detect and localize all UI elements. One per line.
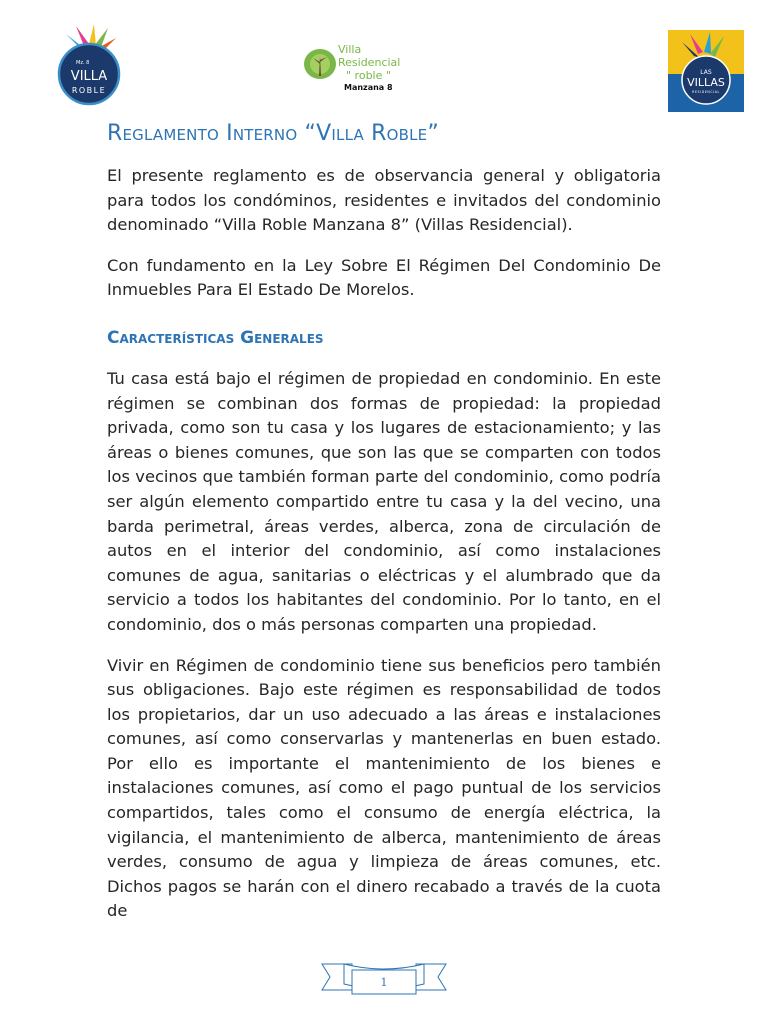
logo-right-line2: VILLAS [687, 76, 725, 89]
logo-center-line2: Residencial [338, 56, 401, 69]
las-villas-logo [668, 30, 744, 112]
intro-paragraph: Con fundamento en la Ley Sobre El Régimen Del Condominio De Inmuebles Para El Estado De Morelos. [107, 255, 661, 300]
logo-center-line4: Manzana 8 [344, 83, 393, 92]
page-number: 1 [380, 976, 388, 989]
intro-paragraph: El presente reglamento es de observancia general y obligatoria para todos los condóminos, residentes e invitados del condominio denominado “Villa Roble Manzana 8” (Villas Residencial). [107, 166, 661, 235]
section-paragraph: Vivir en Régimen de condominio tiene sus beneficios pero también sus obligaciones. Bajo este régimen es responsabilidad de todos los propietarios, dar un uso adecuado a las áreas e instalaciones comunes, así como conservarlas y mantenerlas en buen estado. Por ello es importante el mantenimiento de los bienes e instalaciones comunes, así como el pago puntual de los servicios compartidos, tales como el consumo de energía eléctrica, la vigilancia, el mantenimiento de alberca, mantenimiento de áreas verdes, consumo de agua y limpieza de áreas comunes, etc. Dichos pagos se harán con el dinero recabado a través de la cuota de [107, 655, 661, 921]
villa-roble-logo [56, 24, 122, 106]
section-title: Características Generales [107, 327, 324, 348]
document-body [107, 118, 661, 940]
logo-left-prefix: Mz. 8 [76, 60, 90, 66]
logo-right-line1: LAS [700, 69, 712, 76]
leaf-icon [302, 46, 338, 82]
document-title: Reglamento Interno “Villa Roble” [107, 121, 439, 146]
logo-left-line2: ROBLE [71, 86, 107, 95]
section-paragraph: Tu casa está bajo el régimen de propiedad en condominio. En este régimen se combinan dos formas de propiedad: la propiedad privada, como son tu casa y los lugares de estacionamiento; y las áreas o bienes comunes, que son las que se comparten con todos los vecinos que también forman parte del condominio, como podría ser algún elemento compartido entre tu casa y la del vecino, una barda perimetral, áreas verdes, alberca, zona de circulación de autos en el interior del condominio, así como instalaciones comunes de agua, sanitarias o eléctricas y el alumbrado que da servicio a todos los habitantes del condominio. Por lo tanto, en el condominio, dos o más personas comparten una propiedad. [107, 368, 661, 634]
villa-residencial-logo [300, 42, 430, 96]
logo-left-line1: VILLA [70, 69, 108, 84]
logo-center-line1: Villa [338, 43, 362, 56]
logo-center-line3: " roble " [346, 69, 391, 82]
logo-right-line3: RESIDENCIAL [692, 90, 720, 94]
